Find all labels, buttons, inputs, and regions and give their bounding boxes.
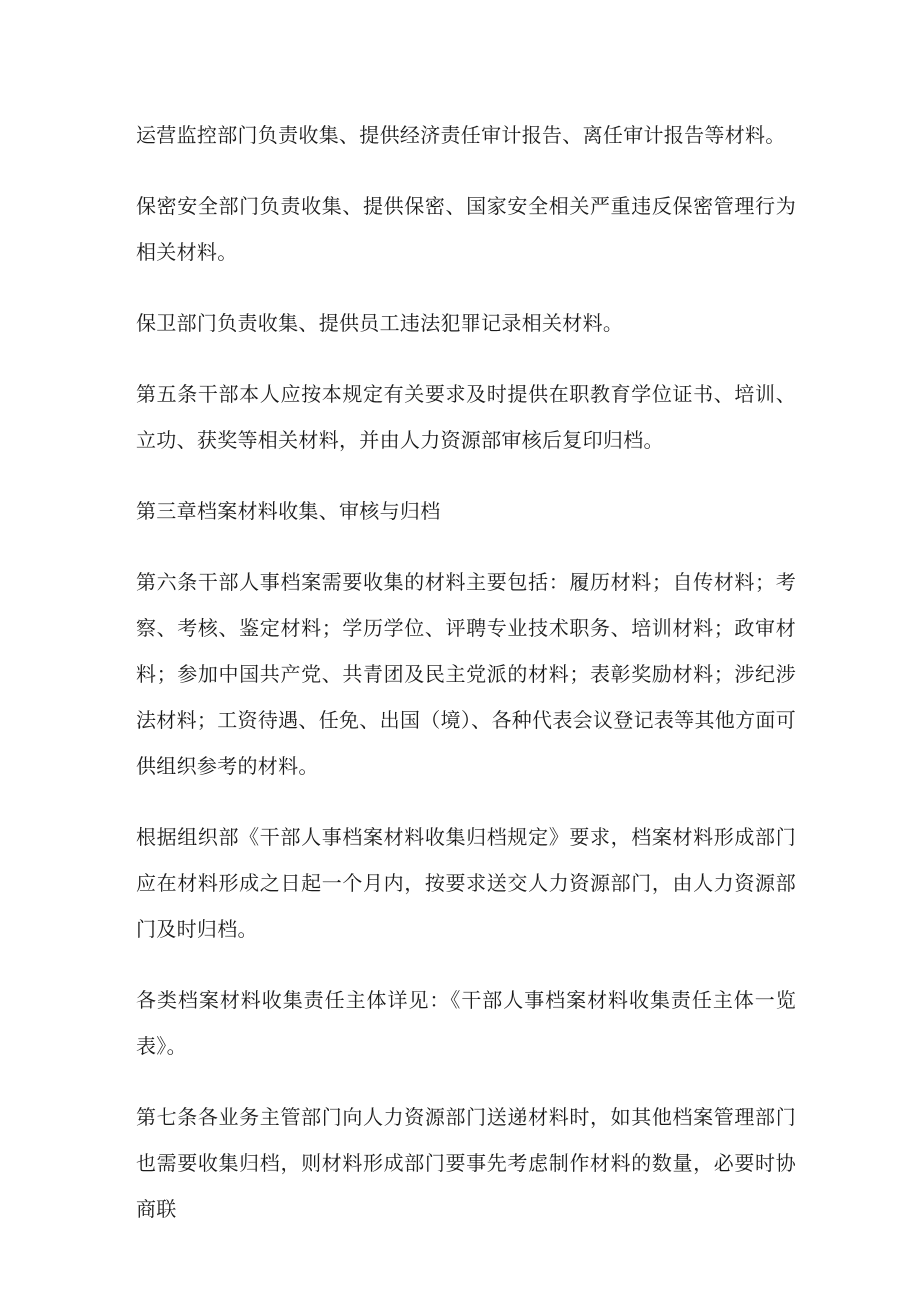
paragraph-security-confidentiality: 保密安全部门负责收集、提供保密、国家安全相关严重违反保密管理行为相关材料。 xyxy=(136,194,796,264)
chapter-3-heading: 第三章档案材料收集、审核与归档 xyxy=(136,499,441,523)
paragraph-operations-monitoring: 运营监控部门负责收集、提供经济责任审计报告、离任审计报告等材料。 xyxy=(136,123,786,147)
paragraph-security-department: 保卫部门负责收集、提供员工违法犯罪记录相关材料。 xyxy=(136,311,624,335)
paragraph-filing-requirement: 根据组织部《干部人事档案材料收集归档规定》要求，档案材料形成部门应在材料形成之日起一个月内，按要求送交人力资源部门，由人力资源部门及时归档。 xyxy=(136,825,796,941)
paragraph-article-7: 第七条各业务主管部门向人力资源部门送递材料时，如其他档案管理部门也需要收集归档，则材料形成部门要事先考虑制作材料的数量，必要时协商联 xyxy=(136,1105,796,1221)
paragraph-article-6: 第六条干部人事档案需要收集的材料主要包括：履历材料；自传材料；考察、考核、鉴定材料；学历学位、评聘专业技术职务、培训材料；政审材料；参加中国共产党、共青团及民主党派的材料；表彰奖励材料；涉纪涉法材料；工资待遇、任免、出国（境）、各种代表会议登记表等其他方面可供组织参考的材料。 xyxy=(136,570,796,778)
paragraph-article-5: 第五条干部本人应按本规定有关要求及时提供在职教育学位证书、培训、立功、获奖等相关材料，并由人力资源部审核后复印归档。 xyxy=(136,382,796,452)
document-body xyxy=(136,112,796,1257)
paragraph-responsibility-table: 各类档案材料收集责任主体详见：《干部人事档案材料收集责任主体一览表》。 xyxy=(136,988,796,1058)
